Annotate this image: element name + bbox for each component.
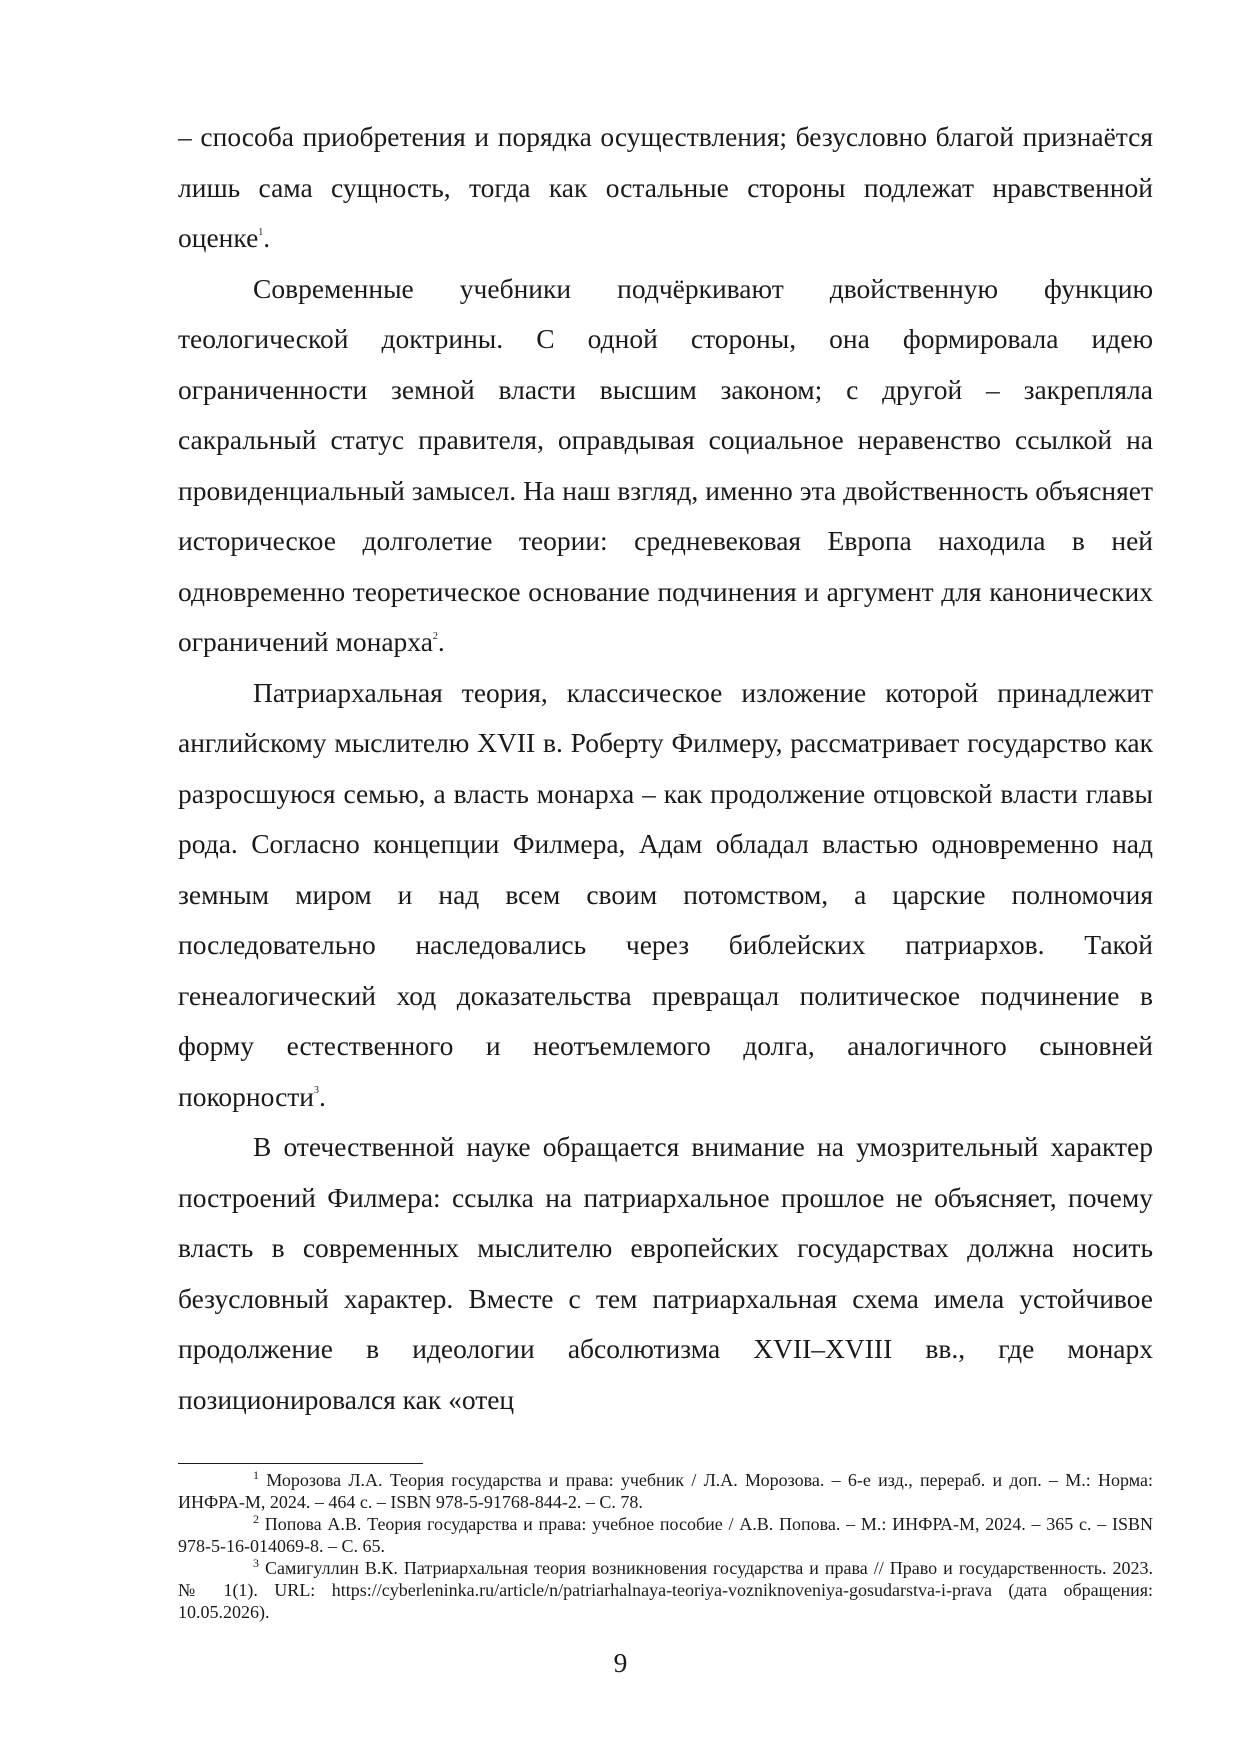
footnote-3 xyxy=(178,1557,1153,1623)
footnote-url-link[interactable]: https://cyberleninka.ru/article/n/patriarhalnaya-teoriya-vozniknoveniya-gosudarstva-i-prava xyxy=(331,1580,992,1600)
paragraph-4-text: В отечественной науке обращается внимание на умозрительный характер построений Филмера: ссылка на патриархальное прошлое не объясняет, почему власть в современных мыслителю европейских государствах должна носить безусловный характер. Вместе с тем патриархальная схема имела устойчивое продолжение в идеологии абсолютизма XVII–XVIII вв., где монарх позиционировался как «отец xyxy=(178,1131,1153,1415)
footnote-tail: (дата обращения: 10.05.2026). xyxy=(178,1580,1153,1622)
paragraph-1-tail: . xyxy=(263,222,271,253)
footnote-1 xyxy=(178,1469,1153,1513)
footnote-separator xyxy=(178,1463,423,1464)
footnotes xyxy=(178,1469,1153,1623)
footnote-text: Попова А.В. Теория государства и права: учебное пособие / А.В. Попова. – М.: ИНФРА-М, 2024. – 365 с. – ISBN 978-5-16-014069-8. – С. 65. xyxy=(178,1514,1153,1556)
footnote-number: 2 xyxy=(253,1512,259,1526)
paragraph-3-tail: . xyxy=(319,1080,326,1112)
main-text xyxy=(178,112,1153,1425)
footnote-ref-3[interactable]: 3 xyxy=(314,1085,320,1097)
paragraph-2-tail: . xyxy=(437,626,445,657)
paragraph-3-text: Патриархальная теория, классическое изложение которой принадлежит английскому мыслителю XVII в. Роберту Филмеру, рассматривает государство как разросшуюся семью, а власть монарха – как продолжение отцовской власти главы рода. Согласно концепции Филмера, Адам обладал властью одновременно над земным миром и над всем своим потомством, а царские полномочия последовательно наследовались через библейских патриархов. Такой генеалогический ход доказательства превращал политическое подчинение в форму естественного и неотъемлемого долга, аналогичного сыновней покорности xyxy=(178,676,1153,1112)
paragraph-3 xyxy=(178,668,1153,1123)
paragraph-1 xyxy=(178,112,1153,264)
footnote-2 xyxy=(178,1513,1153,1557)
paragraph-2 xyxy=(178,264,1153,668)
footnote-ref-1[interactable]: 1 xyxy=(258,226,264,238)
paragraph-1-text: – способа приобретения и порядка осуществления; безусловно благой признаётся лишь сама сущность, тогда как остальные стороны подлежат нравственной оценке xyxy=(178,121,1153,253)
footnote-ref-2[interactable]: 2 xyxy=(432,630,438,642)
paragraph-4 xyxy=(178,1122,1153,1425)
footnote-text: Морозова Л.А. Теория государства и права: учебник / Л.А. Морозова. – 6-е изд., перераб. и доп. – М.: Норма: ИНФРА-М, 2024. – 464 с. – ISBN 978-5-91768-844-2. – С. 78. xyxy=(178,1470,1153,1512)
paragraph-2-text: Современные учебники подчёркивают двойственную функцию теологической доктрины. С одной стороны, она формировала идею ограниченности земной власти высшим законом; с другой – закрепляла сакральный статус правителя, оправдывая социальное неравенство ссылкой на провиденциальный замысел. На наш взгляд, именно эта двойственность объясняет историческое долголетие теории: средневековая Европа находила в ней одновременно теоретическое основание подчинения и аргумент для канонических ограничений монарха xyxy=(178,272,1153,657)
footnote-number: 3 xyxy=(253,1556,259,1570)
footnote-text: Самигуллин В.К. Патриархальная теория возникновения государства и права // Право и государственность. 2023. № 1(1). URL: xyxy=(178,1558,1153,1600)
page-number: 9 xyxy=(613,1647,628,1678)
footnote-number: 1 xyxy=(253,1468,259,1482)
